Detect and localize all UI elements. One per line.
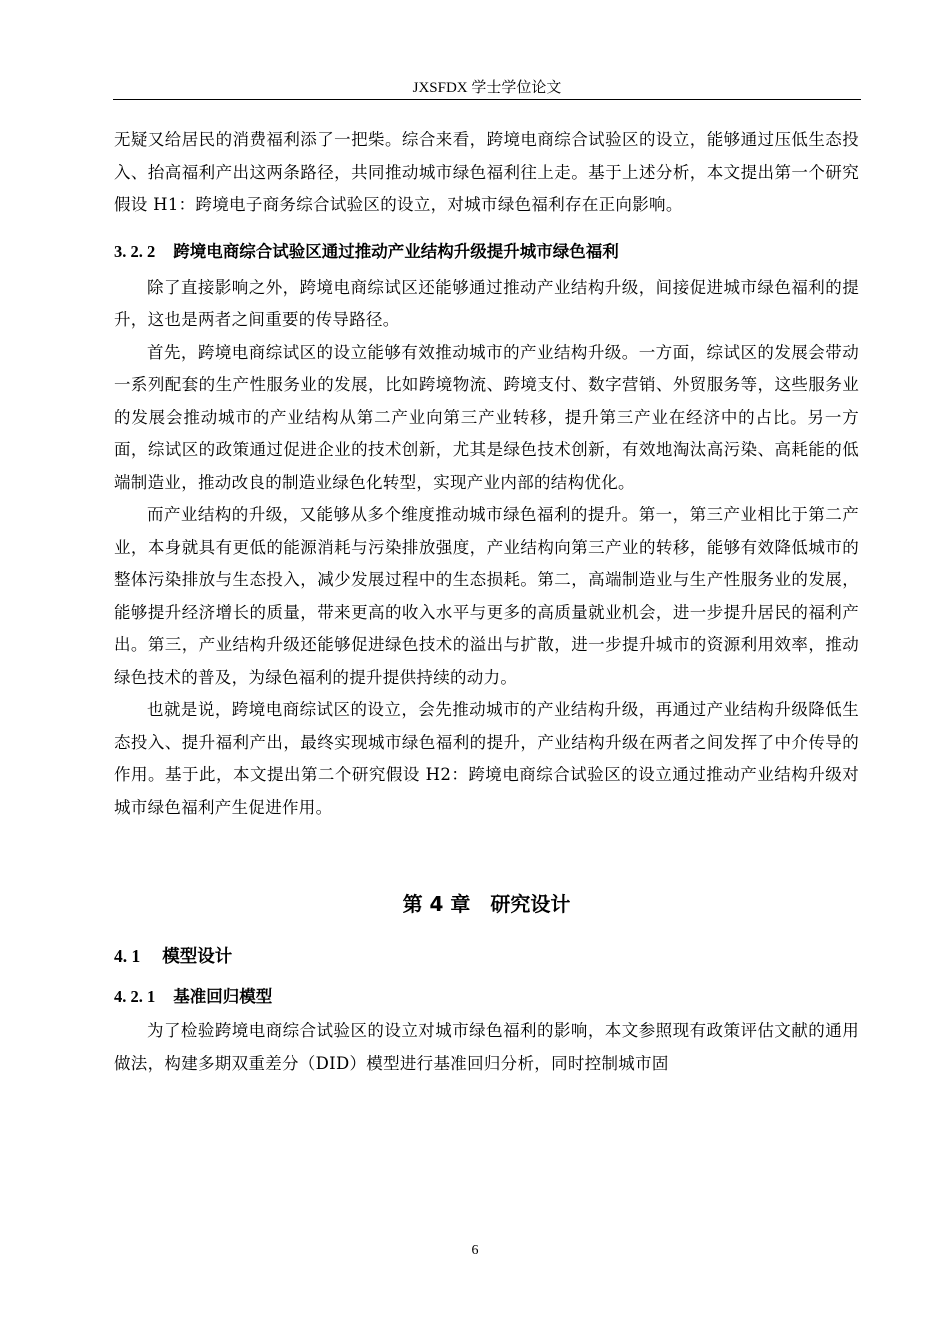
running-header: JXSFDX 学士学位论文 (412, 80, 562, 96)
paragraph: 而产业结构的升级，又能够从多个维度推动城市绿色福利的提升。第一，第三产业相比于第二产业，本身就具有更低的能源消耗与污染排放强度，产业结构向第三产业的转移，能够有效降低城市的整体污染排放与生态投入，减少发展过程中的生态损耗。第二，高端制造业与生产性服务业的发展，能够提升经济增长的质量，带来更高的收入水平与更多的高质量就业机会，进一步提升居民的福利产出。第三，产业结构升级还能够促进绿色技术的溢出与扩散，进一步提升城市的资源利用效率，推动绿色技术的普及，为绿色福利的提升提供持续的动力。 (114, 505, 859, 687)
chapter-number: 第 4 章 (402, 892, 471, 916)
section-heading-4-2-1 (114, 979, 859, 1015)
paragraph: 为了检验跨境电商综合试验区的设立对城市绿色福利的影响，本文参照现有政策评估文献的通用做法，构建多期双重差分（DID）模型进行基准回归分析，同时控制城市固 (114, 1021, 859, 1073)
page-body (114, 124, 859, 1080)
section-title: 基准回归模型 (173, 987, 273, 1006)
section-number: 4. 2. 1 (114, 987, 156, 1006)
header-rule (113, 99, 861, 100)
section-title: 模型设计 (162, 947, 233, 967)
paragraph: 无疑又给居民的消费福利添了一把柴。综合来看，跨境电商综合试验区的设立，能够通过压低生态投入、抬高福利产出这两条路径，共同推动城市绿色福利往上走。基于上述分析，本文提出第一个研究假设 H1：跨境电子商务综合试验区的设立，对城市绿色福利存在正向影响。 (114, 130, 859, 214)
section-number: 4. 1 (114, 946, 141, 966)
paragraph: 首先，跨境电商综试区的设立能够有效推动城市的产业结构升级。一方面，综试区的发展会带动一系列配套的生产性服务业的发展，比如跨境物流、跨境支付、数字营销、外贸服务等，这些服务业的发展会推动城市的产业结构从第二产业向第三产业转移，提升第三产业在经济中的占比。另一方面，综试区的政策通过促进企业的技术创新，尤其是绿色技术创新，有效地淘汰高污染、高耗能的低端制造业，推动改良的制造业绿色化转型，实现产业内部的结构优化。 (114, 342, 859, 492)
section-heading-3-2-2 (114, 236, 859, 268)
page-number: 6 (471, 1243, 479, 1258)
section-heading-4-1 (114, 938, 859, 975)
section-title: 跨境电商综合试验区通过推动产业结构升级提升城市绿色福利 (173, 241, 619, 261)
paragraph: 也就是说，跨境电商综试区的设立，会先推动城市的产业结构升级，再通过产业结构升级降低生态投入、提升福利产出，最终实现城市绿色福利的提升，产业结构升级在两者之间发挥了中介传导的作用。基于此，本文提出第二个研究假设 H2：跨境电商综合试验区的设立通过推动产业结构升级对城市绿色福利产生促进作用。 (114, 700, 859, 817)
section-number: 3. 2. 2 (114, 241, 156, 261)
paragraph: 除了直接影响之外，跨境电商综试区还能够通过推动产业结构升级，间接促进城市绿色福利的提升，这也是两者之间重要的传导路径。 (114, 277, 859, 329)
chapter-heading (114, 884, 859, 924)
chapter-title: 研究设计 (490, 892, 571, 916)
